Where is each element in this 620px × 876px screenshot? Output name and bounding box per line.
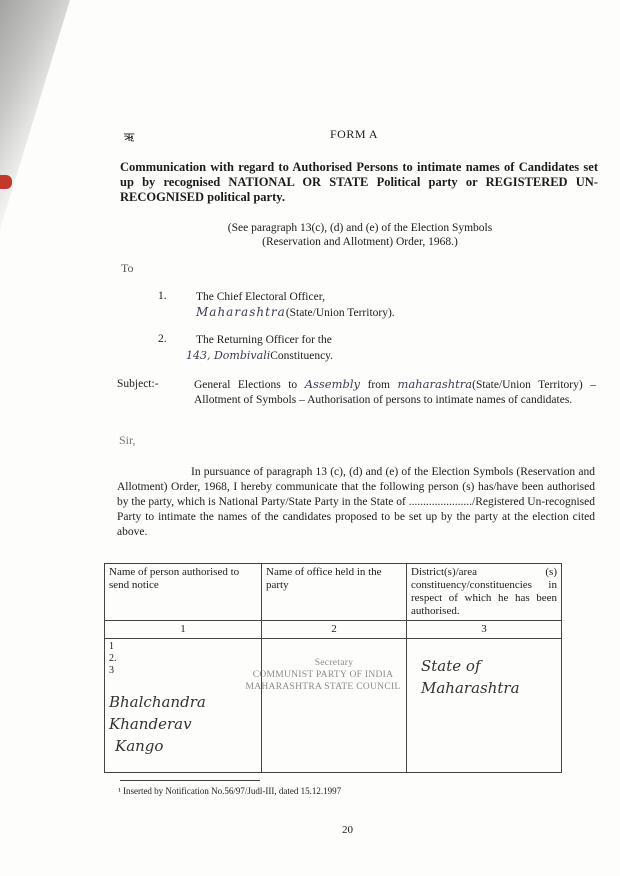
row-number-1: 1 [109, 641, 114, 652]
subject-text [194, 377, 596, 408]
stamp-line-3: MAHARASHTRA STATE COUNCIL [245, 682, 401, 692]
party-stamp [245, 657, 402, 693]
hand-name-line-3: Kango [115, 737, 164, 755]
handwritten-name [109, 691, 257, 757]
table-row [105, 639, 562, 773]
footnote: ¹ Inserted by Notification No.56/97/Judl-III, dated 15.12.1997 [118, 786, 342, 796]
addressee-1-number: 1. [158, 290, 167, 302]
addressee-2 [186, 333, 486, 364]
hand-area-line-1: State of [421, 657, 481, 675]
footnote-divider [120, 780, 260, 781]
person-cell [105, 639, 262, 773]
handwritten-area [411, 655, 557, 699]
stamp-line-1: Secretary [314, 658, 354, 668]
salutation: Sir, [119, 433, 136, 447]
addressee-1 [196, 290, 496, 321]
subject-hand-state: maharashtra [397, 377, 473, 391]
subject-prefix: General Elections to [194, 379, 298, 391]
subject-from: from [367, 379, 390, 391]
subject-label: Subject:- [117, 378, 159, 390]
row-number-2: 2. [109, 653, 117, 664]
authorisation-table [104, 563, 562, 773]
subject-rest: (State/Union Territory) – Allotment of Symbols – Authorisation of persons to intimate names of candidates. [194, 379, 596, 406]
paragraph-reference [200, 221, 520, 249]
addressee-1-handwritten: Maharashtra [196, 305, 286, 319]
stamp-line-2: COMMUNIST PARTY OF INDIA [252, 670, 394, 680]
addressee-1-suffix: (State/Union Territory). [285, 307, 395, 319]
hand-area-line-2: Maharashtra [421, 679, 520, 697]
to-label: To [121, 261, 134, 275]
addressee-2-number: 2. [158, 333, 167, 345]
header-person: Name of person authorised to send notice [105, 564, 262, 621]
body-paragraph: In pursuance of paragraph 13 (c), (d) and (e) of the Election Symbols (Reservation and Allotment) Order, 1968, I hereby communicate that the following person (s) has/have been authorised by the party, which is National Party/State Party in the State of ....................../Registered Un-recognised Party to intimate the names of the candidates proposed to be set up by the party at the election cited above. [117, 466, 595, 538]
hand-name-line-1: Bhalchandra [109, 693, 206, 711]
page-edge-shadow [0, 0, 70, 230]
district-cell [407, 639, 562, 773]
column-number-3: 3 [407, 621, 562, 639]
hand-name-line-2: Khanderav [109, 715, 192, 733]
form-heading: Communication with regard to Authorised Persons to intimate names of Candidates set up by recognised NATIONAL OR STATE Political party or REGISTERED UN-RECOGNISED political party. [120, 160, 598, 204]
column-number-2: 2 [262, 621, 407, 639]
top-mark: ऋ [124, 130, 135, 144]
addressee-2-line: The Returning Officer for the [196, 334, 332, 346]
form-title: FORM A [330, 127, 379, 141]
table-header-row [105, 564, 562, 621]
reference-line-1: (See paragraph 13(c), (d) and (e) of the Election Symbols [227, 222, 493, 234]
row-numbers [109, 641, 257, 677]
office-cell [245, 639, 407, 773]
binding-mark [0, 175, 12, 189]
addressee-1-state-line [196, 305, 496, 321]
header-office: Name of office held in the party [262, 564, 407, 621]
page-number: 20 [342, 824, 353, 836]
reference-line-2: (Reservation and Allotment) Order, 1968.) [262, 236, 458, 248]
addressee-1-line: The Chief Electoral Officer, [196, 291, 325, 303]
addressee-2-constituency-line [186, 348, 486, 364]
subject-hand-house: Assembly [304, 377, 361, 391]
row-number-3: 3 [109, 665, 114, 676]
addressee-2-suffix: Constituency. [270, 350, 334, 362]
addressee-2-handwritten: 143, Dombivali [186, 349, 271, 362]
column-number-1: 1 [105, 621, 262, 639]
column-number-row [105, 621, 562, 639]
header-district: District(s)/area (s) constituency/constituencies in respect of which he has been authorised. [407, 564, 562, 621]
